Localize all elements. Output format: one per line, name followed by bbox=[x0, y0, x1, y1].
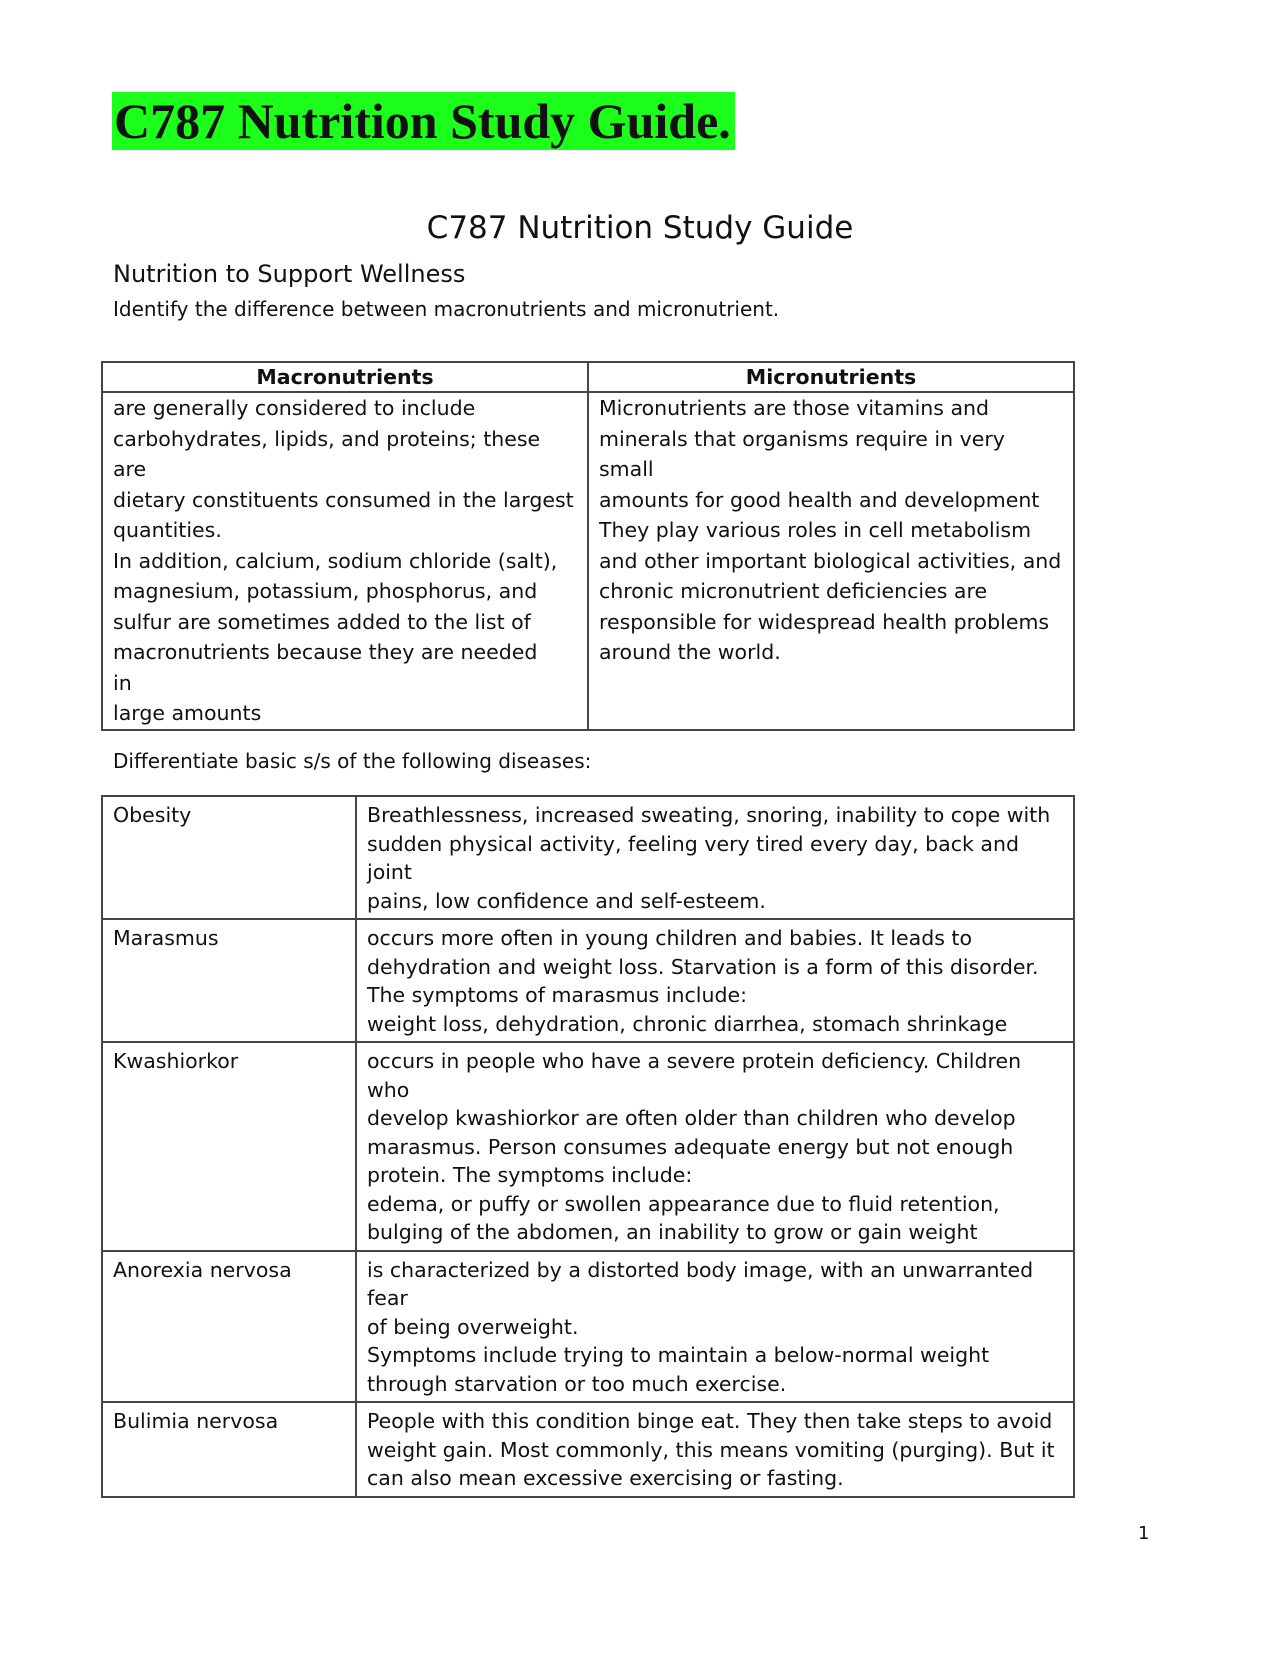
symptom-paragraph: occurs in people who have a severe protein deficiency. Children who develop kwashiorkor are often older than children who develop marasmus. Person consumes adequate energy but not enough protein. The symptoms include: bbox=[367, 1049, 1022, 1187]
symptom-paragraph: is characterized by a distorted body image, with an unwarranted fear of being overweight. bbox=[367, 1257, 1034, 1339]
macronutrients-text: are generally considered to include carbohydrates, lipids, and proteins; these are dietary constituents consumed in the largest quantities. In addition, calcium, sodium chloride (salt), magnesium, potassium, phosphorus, and sulfur are sometimes added to the list of macronutrients because they are needed in large amounts bbox=[113, 396, 574, 725]
disease-row bbox=[102, 919, 1074, 1042]
disease-name: Kwashiorkor bbox=[102, 1042, 356, 1251]
highlighted-banner-title: C787 Nutrition Study Guide. bbox=[112, 92, 735, 150]
nutrients-table bbox=[101, 361, 1075, 731]
symptom-paragraph: occurs more often in young children and babies. It leads to dehydration and weight loss. Starvation is a form of this disorder. bbox=[367, 926, 1039, 979]
macro-prompt: Identify the difference between macronutrients and micronutrient. bbox=[113, 297, 780, 321]
symptom-paragraph: edema, or puffy or swollen appearance due to fluid retention, bulging of the abdomen, an inability to grow or gain weight bbox=[367, 1191, 1000, 1244]
macronutrients-header: Macronutrients bbox=[102, 362, 588, 392]
disease-row bbox=[102, 1402, 1074, 1497]
disease-symptoms bbox=[356, 1251, 1074, 1403]
disease-symptoms bbox=[356, 1402, 1074, 1497]
disease-name: Obesity bbox=[102, 796, 356, 919]
nutrients-body-row bbox=[102, 392, 1074, 730]
disease-symptoms bbox=[356, 1042, 1074, 1251]
disease-row bbox=[102, 796, 1074, 919]
section-subtitle: Nutrition to Support Wellness bbox=[113, 260, 466, 288]
macronutrients-cell bbox=[102, 392, 588, 730]
disease-name: Anorexia nervosa bbox=[102, 1251, 356, 1403]
symptom-paragraph: Breathlessness, increased sweating, snoring, inability to cope with sudden physical activity, feeling very tired every day, back and joint pains, low confidence and self-esteem. bbox=[367, 803, 1051, 913]
disease-symptoms bbox=[356, 919, 1074, 1042]
micronutrients-header: Micronutrients bbox=[588, 362, 1074, 392]
symptom-paragraph: The symptoms of marasmus include: weight loss, dehydration, chronic diarrhea, stomach shrinkage bbox=[367, 983, 1008, 1036]
diseases-prompt: Differentiate basic s/s of the following diseases: bbox=[113, 749, 592, 773]
symptom-paragraph: Symptoms include trying to maintain a below-normal weight through starvation or too much exercise. bbox=[367, 1343, 990, 1396]
document-title: C787 Nutrition Study Guide bbox=[426, 210, 854, 246]
disease-name: Bulimia nervosa bbox=[102, 1402, 356, 1497]
micronutrients-text: Micronutrients are those vitamins and minerals that organisms require in very small amounts for good health and development They play various roles in cell metabolism and other important biological activities, and chronic micronutrient deficiencies are responsible for widespread health problems around the world. bbox=[599, 396, 1062, 664]
disease-symptoms bbox=[356, 796, 1074, 919]
disease-row bbox=[102, 1251, 1074, 1403]
diseases-table bbox=[101, 795, 1075, 1498]
nutrients-header-row bbox=[102, 362, 1074, 392]
disease-name: Marasmus bbox=[102, 919, 356, 1042]
page-number: 1 bbox=[1138, 1523, 1150, 1544]
micronutrients-cell bbox=[588, 392, 1074, 730]
disease-row bbox=[102, 1042, 1074, 1251]
symptom-paragraph: People with this condition binge eat. They then take steps to avoid weight gain. Most commonly, this means vomiting (purging). But it can also mean excessive exercising or fasting. bbox=[367, 1409, 1055, 1490]
